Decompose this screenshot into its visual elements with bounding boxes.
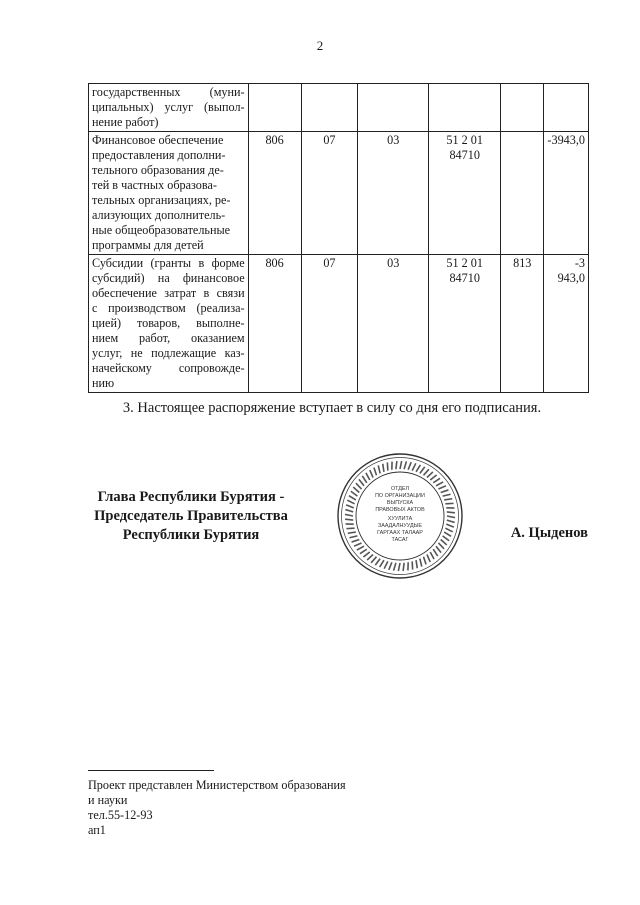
- row-description: [89, 255, 249, 393]
- target-line: 51 2 01: [446, 133, 483, 147]
- table-row: [89, 132, 589, 255]
- description-line: государственных (муни-: [92, 85, 245, 99]
- seal-text-line: ПО ОРГАНИЗАЦИИ: [375, 493, 425, 499]
- description-line: ные общеобразовательные: [92, 223, 231, 237]
- seal-text-line: ТАСАГ: [391, 537, 409, 543]
- official-seal: [336, 452, 464, 580]
- section-cell: 07: [301, 132, 358, 255]
- description-line: Субсидии (гранты в форме: [92, 256, 245, 270]
- gov-code-cell: [248, 84, 301, 132]
- description-line: обеспечение затрат в связи: [92, 286, 245, 300]
- signatory-name: А. Цыденов: [510, 525, 588, 541]
- seal-text-line: ХУУЛИТА: [387, 516, 413, 522]
- target-cell: [429, 132, 501, 255]
- amount-cell: [544, 84, 589, 132]
- description-line: программы для детей: [92, 238, 204, 252]
- expense-type-cell: [501, 132, 544, 255]
- footnote-divider: [88, 770, 214, 771]
- seal-text-line: ЗААДАЛНУУДЫЕ: [377, 523, 423, 529]
- subsection-cell: 03: [358, 255, 429, 393]
- row-description: [89, 84, 249, 132]
- footnote-line: ап1: [88, 823, 106, 837]
- target-cell: [429, 84, 501, 132]
- target-line: 51 2 01: [446, 256, 483, 270]
- description-line: тельного образования де-: [92, 163, 224, 177]
- description-line: с производством (реализа-: [92, 301, 245, 315]
- target-line: 84710: [449, 271, 480, 285]
- target-cell: [429, 255, 501, 393]
- subsection-cell: [358, 84, 429, 132]
- footnote: [88, 778, 346, 838]
- footnote-line: и науки: [88, 793, 128, 807]
- subsection-cell: 03: [358, 132, 429, 255]
- description-line: нение работ): [92, 115, 159, 129]
- gov-code-cell: 806: [248, 132, 301, 255]
- footnote-line: тел.55-12-93: [88, 808, 153, 822]
- page-number: 2: [316, 38, 324, 53]
- expense-type-cell: 813: [501, 255, 544, 393]
- description-line: предоставления дополни-: [92, 148, 226, 162]
- signatory-title: [80, 488, 302, 545]
- expense-type-cell: [501, 84, 544, 132]
- gov-code-cell: 806: [248, 255, 301, 393]
- seal-text-line: ГАРГААХ ТАЛААР: [377, 530, 423, 536]
- budget-table: [88, 83, 589, 393]
- description-line: тельных организациях, ре-: [92, 193, 231, 207]
- description-line: ципальных) услуг (выпол-: [92, 100, 245, 114]
- amount-cell: -3 943,0: [544, 255, 589, 393]
- section-cell: 07: [301, 255, 358, 393]
- description-line: нием работ, оказанием: [92, 331, 245, 345]
- amount-cell: -3943,0: [544, 132, 589, 255]
- signatory-title-line: Республики Бурятия: [122, 527, 260, 543]
- description-line: начейскому сопровожде-: [92, 361, 245, 375]
- clause-text: 3. Настоящее распоряжение вступает в силу со дня его подписания.: [122, 400, 542, 416]
- target-line: 84710: [449, 148, 480, 162]
- description-line: услуг, не подлежащие каз-: [92, 346, 245, 360]
- table-row: [89, 84, 589, 132]
- seal-text-line: ОТДЕЛ: [390, 486, 410, 492]
- description-line: субсидий) на финансовое: [92, 271, 245, 285]
- seal-text-line: ВЫПУСКА: [386, 500, 414, 506]
- row-description: [89, 132, 249, 255]
- description-line: нию: [92, 376, 115, 390]
- description-line: цией) товаров, выполне-: [92, 316, 245, 330]
- description-line: Финансовое обеспечение: [92, 133, 224, 147]
- description-line: ализующих дополнитель-: [92, 208, 226, 222]
- table-row: [89, 255, 589, 393]
- description-line: тей в частных образова-: [92, 178, 217, 192]
- signatory-title-line: Председатель Правительства: [94, 508, 288, 524]
- signatory-title-line: Глава Республики Бурятия -: [97, 489, 285, 505]
- footnote-line: Проект представлен Министерством образования: [88, 778, 346, 792]
- seal-text-line: ПРАВОВЫХ АКТОВ: [375, 507, 425, 513]
- section-cell: [301, 84, 358, 132]
